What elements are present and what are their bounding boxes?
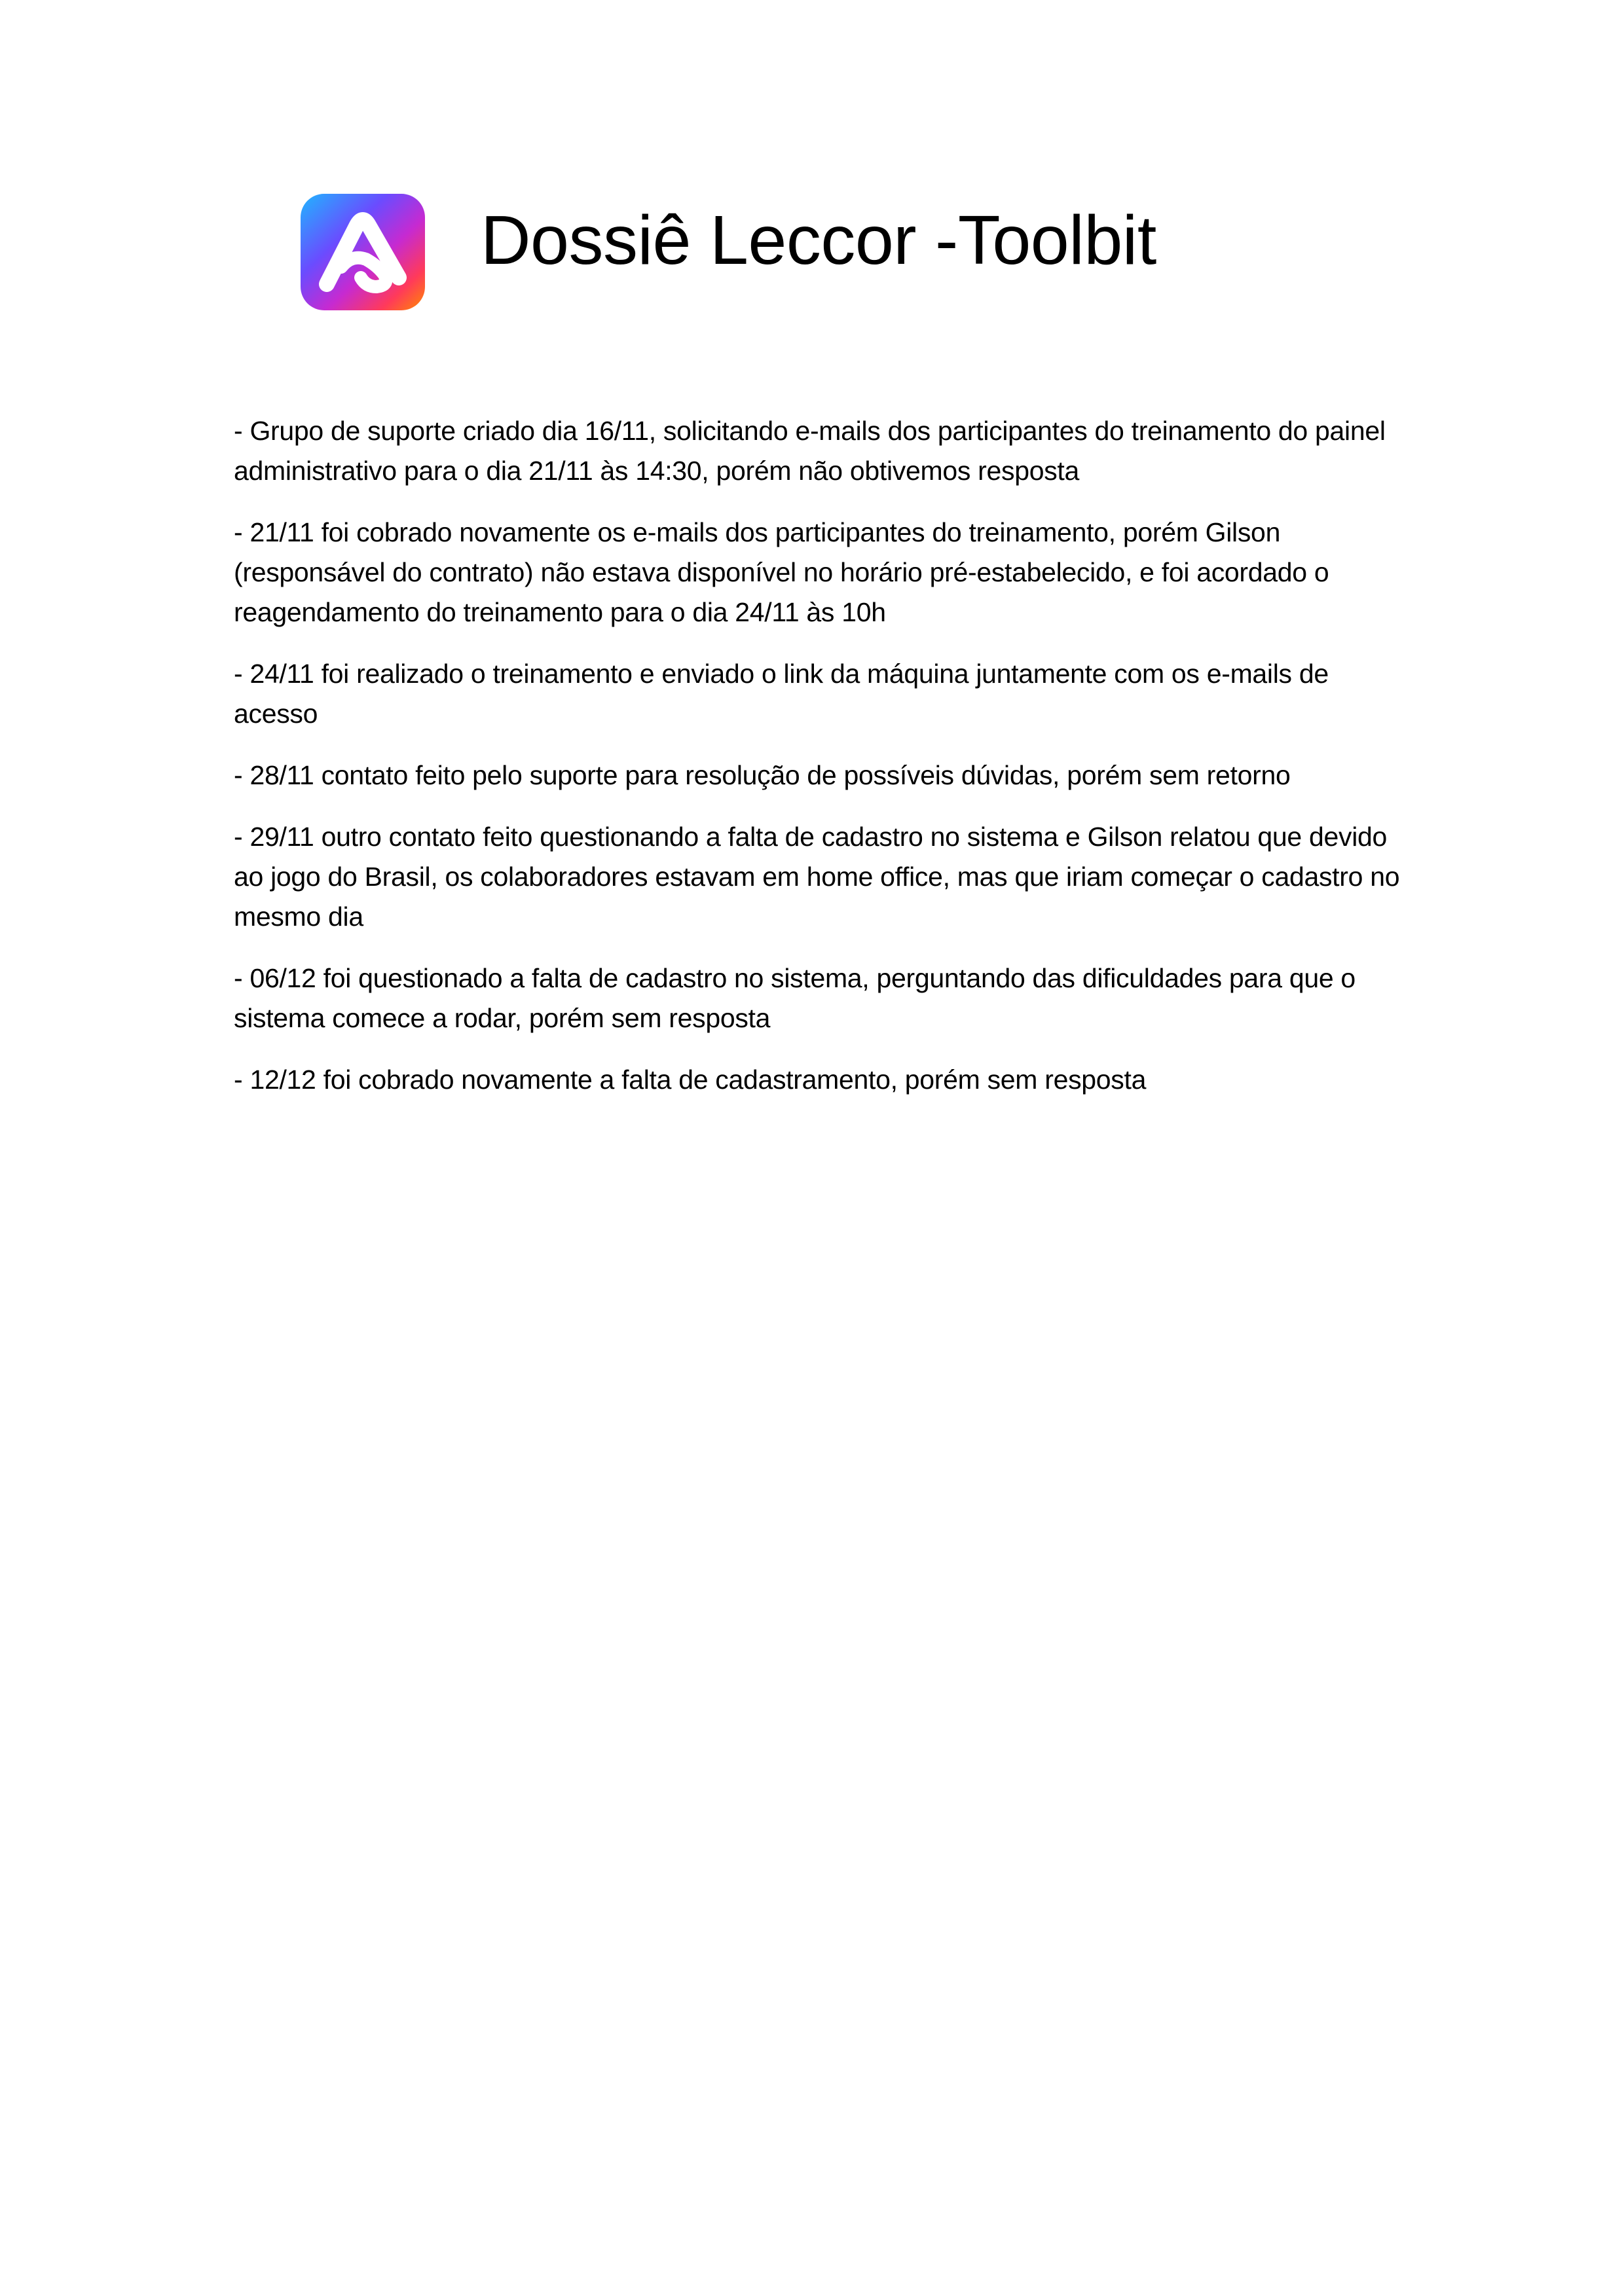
entry-item: - 06/12 foi questionado a falta de cadastro no sistema, perguntando das dificuldades para que o sistema comece a rodar, porém sem resposta (234, 963, 1356, 1033)
entry-item: - 24/11 foi realizado o treinamento e enviado o link da máquina juntamente com os e-mails de acesso (234, 659, 1329, 729)
document-header (301, 191, 1348, 316)
entry-item: - Grupo de suporte criado dia 16/11, solicitando e-mails dos participantes do treinamento do painel administrativo para o dia 21/11 às 14:30, porém não obtivemos resposta (234, 416, 1386, 486)
entry-item: - 28/11 contato feito pelo suporte para resolução de possíveis dúvidas, porém sem retorno (234, 760, 1291, 790)
entries-list (234, 411, 1406, 1121)
toolbit-logo-icon (301, 194, 425, 310)
document-title: Dossiê Leccor -Toolbit (481, 202, 1156, 279)
entry-item: - 12/12 foi cobrado novamente a falta de cadastramento, porém sem resposta (234, 1065, 1147, 1095)
entry-item: - 21/11 foi cobrado novamente os e-mails dos participantes do treinamento, porém Gilson (responsável do contrato) não estava disponível no horário pré-estabelecido, e foi acordado o reagendamento do treinamento para o dia 24/11 às 10h (234, 517, 1329, 627)
entry-item: - 29/11 outro contato feito questionando a falta de cadastro no sistema e Gilson relatou que devido ao jogo do Brasil, os colaboradores estavam em home office, mas que iriam começar o cadastro no mesmo dia (234, 822, 1400, 932)
